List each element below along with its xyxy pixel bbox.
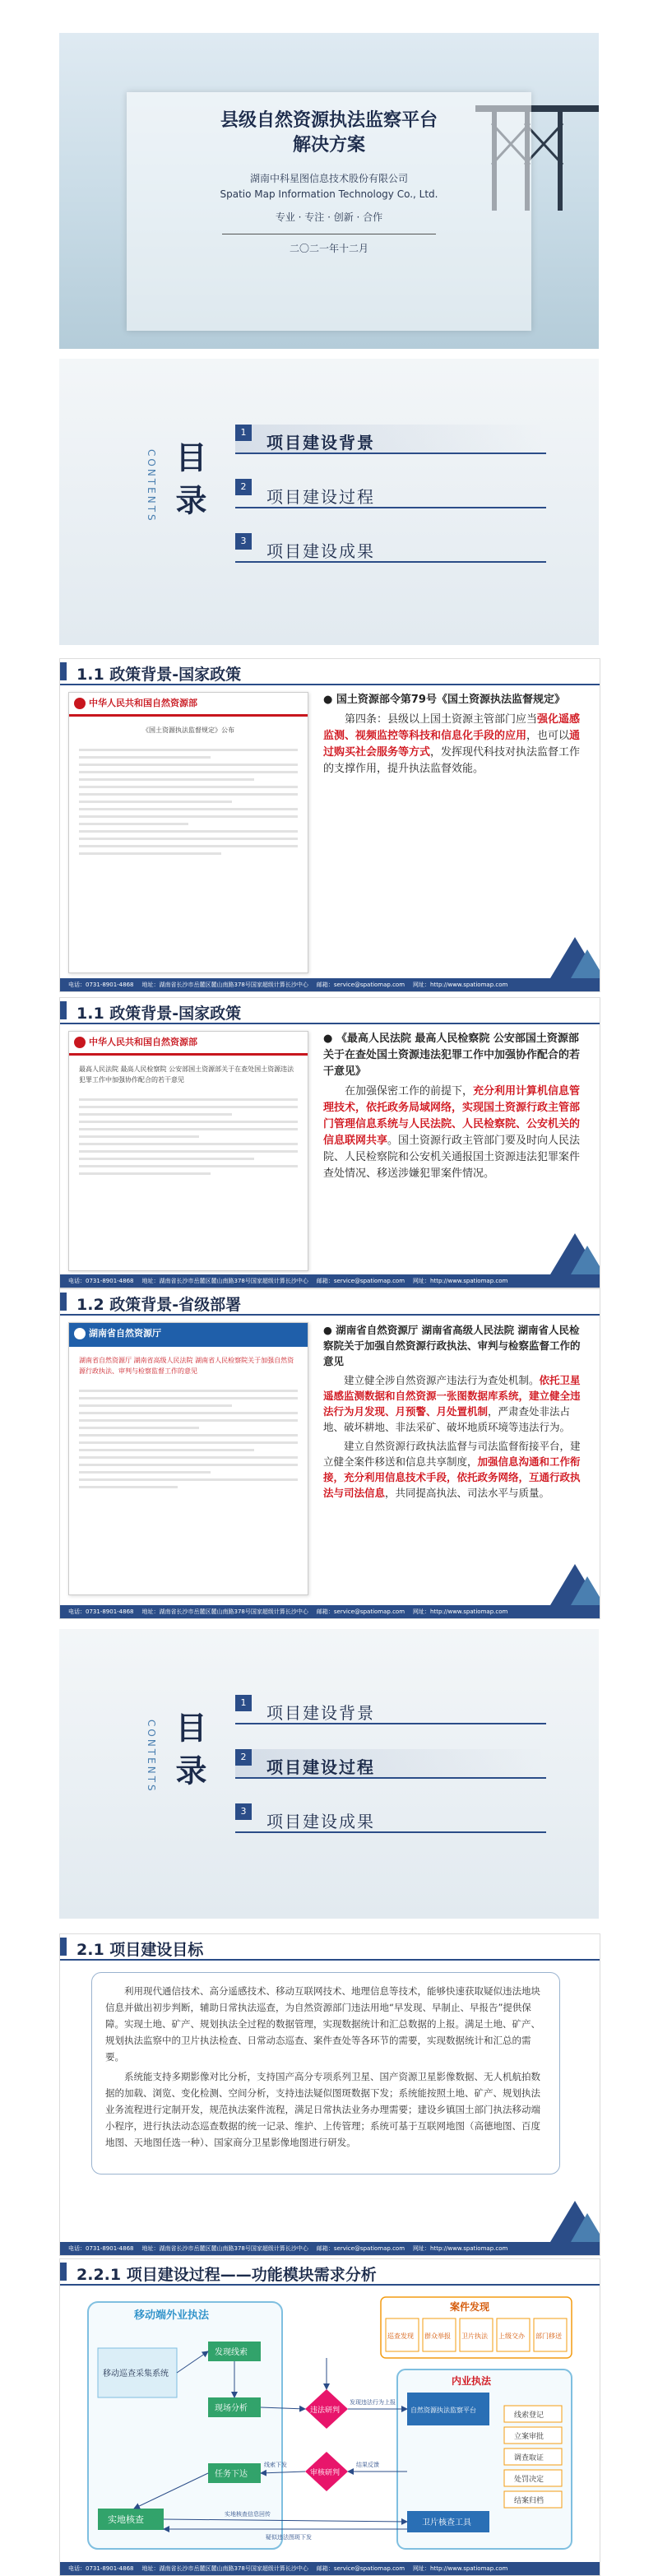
mobile-system-label: 移动巡查采集系统 [103, 2369, 169, 2379]
policy-text [323, 1322, 586, 1504]
decor-triangles [526, 1225, 600, 1274]
toc-num: 3 [235, 1803, 252, 1820]
src-label-3: 卫片执法 [461, 2332, 488, 2340]
module-analysis-slide [59, 2258, 600, 2576]
slide-title: 1.1 政策背景-国家政策 [76, 1005, 242, 1023]
toc-label: 项目建设背景 [266, 433, 375, 453]
case-judge-label: 违法研判 [310, 2407, 341, 2415]
on-site-label: 现场分析 [215, 2404, 248, 2413]
cover-title-line1: 县级自然资源执法监察平台 [220, 110, 438, 131]
toc-num: 1 [235, 425, 252, 441]
toc-item-3[interactable] [235, 533, 546, 563]
toc-item-3[interactable] [235, 1803, 546, 1833]
doc-header: 中华人民共和国自然资源部 [69, 693, 308, 717]
toc-en-label: CONTENTS [146, 449, 157, 523]
toc-label: 项目建设过程 [266, 1757, 375, 1777]
emblem-icon [74, 698, 86, 709]
slide-title: 1.2 政策背景-省级部署 [76, 1296, 242, 1314]
header-bar [60, 1001, 67, 1019]
src-label-4: 上级交办 [498, 2332, 525, 2340]
toc-slide-2 [59, 1629, 599, 1919]
document-screenshot [68, 1031, 308, 1271]
slide-title: 2.1 项目建设目标 [76, 1941, 204, 1959]
src-label-5: 部门移送 [535, 2332, 562, 2340]
office-title: 内业执法 [452, 2375, 492, 2387]
proc-label-3: 调查取证 [514, 2454, 544, 2462]
policy-text [323, 1031, 586, 1186]
slogan: 专业 · 专注 · 创新 · 合作 [275, 211, 383, 223]
decor-triangles [526, 2193, 600, 2242]
toc-item-2[interactable] [235, 479, 546, 508]
doc-header: 中华人民共和国自然资源部 [69, 1032, 308, 1056]
policy-national-slide-1 [59, 658, 600, 992]
bullet-heading: ● 《最高人民法院 最高人民检察院 公安部国土资源部关于在查处国土资源违法犯罪工作中加强协作配合的若干意见》 [323, 1033, 581, 1078]
office-system-label: 自然资源执法监察平台 [410, 2407, 476, 2414]
toc-label: 项目建设过程 [266, 487, 375, 507]
case-verify-label: 审核研判 [310, 2469, 341, 2477]
toc-item-1[interactable] [235, 425, 546, 454]
slide-title: 1.1 政策背景-国家政策 [76, 666, 242, 684]
document-screenshot [68, 692, 308, 973]
slide-header [60, 1934, 600, 1961]
proc-label-1: 线索登记 [514, 2411, 544, 2420]
toc-num: 2 [235, 1749, 252, 1766]
cover-date: 二〇二一年十二月 [289, 243, 368, 254]
emblem-icon [74, 1037, 86, 1048]
field-check-label: 实地核查 [108, 2514, 144, 2525]
goal-text-box [91, 1972, 560, 2175]
slide-footer: 电话：0731-8901-4868 地址：湖南省长沙市岳麓区麓山南路378号国家超级计算长沙中心 邮箱：service@spatiomap.com 网址：http://www.spatiomap.com [60, 1274, 600, 1288]
doc-header: 湖南省自然资源厅 [69, 1323, 308, 1347]
policy-provincial-slide [59, 1288, 600, 1619]
doc-text-lines [69, 749, 308, 855]
policy-text [323, 692, 586, 781]
case-source-title: 案件发现 [450, 2301, 490, 2313]
proc-label-2: 立案审批 [514, 2433, 544, 2441]
doc-text-lines [69, 1098, 308, 1175]
goal-paragraph-2: 系统能支持多期影像对比分析，支持国产高分专项系列卫星、国产资源卫星影像数据、无人机航拍数据的加载、浏览、变化检测、空间分析，支持违法疑似图斑数据下发；系统能按照土地、矿产、规划执法业务流程进行定制开发，规范执法案件流程，满足日常执法业务办理需要；建设乡镇国土部门执法移动端小程序，进行执法动态巡查数据的统一记录、维护、上传管理；系统可基于互联网地图（高德地图、百度地图、天地图任选一种）、国家商分卫星影像地图进行研发。 [105, 2071, 540, 2148]
arrow-label-5: 疑似违法图斑下发 [266, 2534, 312, 2541]
slide-footer: 电话：0731-8901-4868 地址：湖南省长沙市岳麓区麓山南路378号国家超级计算长沙中心 邮箱：service@spatiomap.com 网址：http://www.spatiomap.com [60, 2242, 600, 2255]
slide-title: 2.2.1 项目建设过程——功能模块需求分析 [76, 2266, 377, 2284]
toc-num: 2 [235, 479, 252, 495]
header-bar [60, 1293, 67, 1311]
src-label-2: 群众举报 [424, 2332, 451, 2340]
header-bar [60, 1938, 67, 1956]
header-bar [60, 662, 67, 680]
slide-header [60, 659, 600, 685]
arrow-label-2: 发现违法行为上报 [350, 2399, 396, 2406]
emblem-icon [74, 1328, 86, 1339]
proc-label-4: 处罚决定 [514, 2476, 544, 2484]
slide-footer: 电话：0731-8901-4868 地址：湖南省长沙市岳麓区麓山南路378号国家超级计算长沙中心 邮箱：service@spatiomap.com 网址：http://www.spatiomap.com [60, 978, 600, 991]
company-name-en: Spatio Map Information Technology Co., Ltd. [220, 188, 438, 200]
project-goal-slide [59, 1933, 600, 2256]
toc-label: 项目建设成果 [266, 541, 375, 561]
policy-paragraph-1: 建立健全涉自然资源产违法行为查处机制。依托卫星遥感监测数据和自然资源一张图数据库系统，建立健全违法行为月发现、月预警、月处置机制，严肃查处非法占地、破坏耕地、非法采矿、破坏地质环境等违法行为。 [323, 1374, 581, 1433]
cover-title-line2: 解决方案 [292, 135, 365, 155]
doc-caption: 最高人民法院 最高人民检察院 公安部国土资源部关于在查处国土资源违法犯罪工作中加强协作配合的若干意见 [79, 1065, 294, 1084]
slide-header [60, 1289, 600, 1316]
goal-paragraph-1: 利用现代通信技术、高分遥感技术、移动互联网技术、地理信息等技术，能够快速获取疑似违法地块信息并做出初步判断，辅助日常执法巡查，为自然资源部门违法用地“早发现、早制止、早报告”提供保障。实现土地、矿产、规划执法全过程的数据管理，实现数据统计和汇总数据的上报。满足土地、矿产、规划执法监察中的卫片执法检查、日常动态巡查、案件查处等各环节的需要，实现数据统计和汇总的需要。 [105, 1985, 540, 2063]
bullet-heading: ● 国土资源部令第79号《国土资源执法监督规定》 [323, 694, 565, 706]
doc-text-lines [69, 1390, 308, 1488]
company-name-cn: 湖南中科星图信息技术股份有限公司 [249, 173, 408, 184]
arrow-label-3: 线索下发 [264, 2462, 287, 2468]
slide-footer: 电话：0731-8901-4868 地址：湖南省长沙市岳麓区麓山南路378号国家超级计算长沙中心 邮箱：service@spatiomap.com 网址：http://www.spatiomap.com [60, 2562, 600, 2575]
document-screenshot [68, 1322, 308, 1595]
toc-num: 1 [235, 1695, 252, 1711]
toc-label: 项目建设成果 [266, 1812, 375, 1831]
slide-footer: 电话：0731-8901-4868 地址：湖南省长沙市岳麓区麓山南路378号国家超级计算长沙中心 邮箱：service@spatiomap.com 网址：http://www.spatiomap.com [60, 1605, 600, 1618]
src-label-1: 巡查发现 [387, 2332, 414, 2340]
policy-national-slide-2 [59, 997, 600, 1288]
arrow-label-1: 实地核查信息回传 [225, 2511, 271, 2518]
toc-title: 目录 [170, 1711, 206, 1797]
toc-item-1[interactable] [235, 1695, 546, 1724]
cover-slide [59, 33, 599, 349]
mobile-title: 移动端外业执法 [134, 2309, 210, 2322]
header-bar [60, 2263, 67, 2281]
toc-item-2[interactable] [235, 1749, 546, 1779]
arrow-label-4: 结果反馈 [356, 2462, 379, 2468]
toc-label: 项目建设背景 [266, 1703, 375, 1723]
cover-card [127, 92, 531, 331]
decor-triangles [526, 1556, 600, 1605]
proc-label-5: 结案归档 [514, 2497, 544, 2505]
bullet-heading: ● 湖南省自然资源厅 湖南省高级人民法院 湖南省人民检察院关于加强自然资源行政执法、审判与检察监督工作的意见 [323, 1324, 581, 1367]
find-clue-label: 发现线索 [215, 2348, 248, 2357]
task-assign-label: 任务下达 [215, 2470, 248, 2479]
policy-paragraph: 第四条：县级以上国土资源主管部门应当强化遥感监测、视频监控等科技和信息化手段的应用，也可以通过购买社会服务等方式，发挥现代科技对执法监督工作的支撑作用，提升执法监督效能。 [323, 713, 581, 775]
office-tool-label: 卫片核查工具 [422, 2518, 471, 2527]
toc-en-label: CONTENTS [146, 1720, 157, 1794]
doc-caption: 湖南省自然资源厅 湖南省高级人民法院 湖南省人民检察院关于加强自然资源行政执法、审判与检察监督工作的意见 [79, 1357, 294, 1375]
decor-triangles [526, 929, 600, 978]
slide-header [60, 2259, 600, 2286]
toc-slide-1 [59, 359, 599, 645]
slide-header [60, 998, 600, 1024]
doc-caption: 《国土资源执法监督规定》公布 [142, 726, 234, 734]
toc-title: 目录 [170, 441, 206, 527]
policy-paragraph-2: 建立自然资源行政执法监督与司法监督衔接平台，建立健全案件移送和信息共享制度，加强信息沟通和工作衔接，充分利用信息技术手段，依托政务网络，互通行政执法与司法信息，共同提高执法、司法水平与质量。 [323, 1440, 581, 1499]
workflow-diagram [85, 2291, 578, 2554]
toc-num: 3 [235, 533, 252, 550]
policy-paragraph: 在加强保密工作的前提下，充分利用计算机信息管理技术，依托政务局域网络，实现国土资源行政主管部门管理信息系统与人民法院、人民检察院、公安机关的信息联网共享。国土资源行政主管部门要及时向人民法院、人民检察院和公安机关通报国土资源违法犯罪案件查处情况、移送涉嫌犯罪案件情况。 [323, 1085, 581, 1180]
